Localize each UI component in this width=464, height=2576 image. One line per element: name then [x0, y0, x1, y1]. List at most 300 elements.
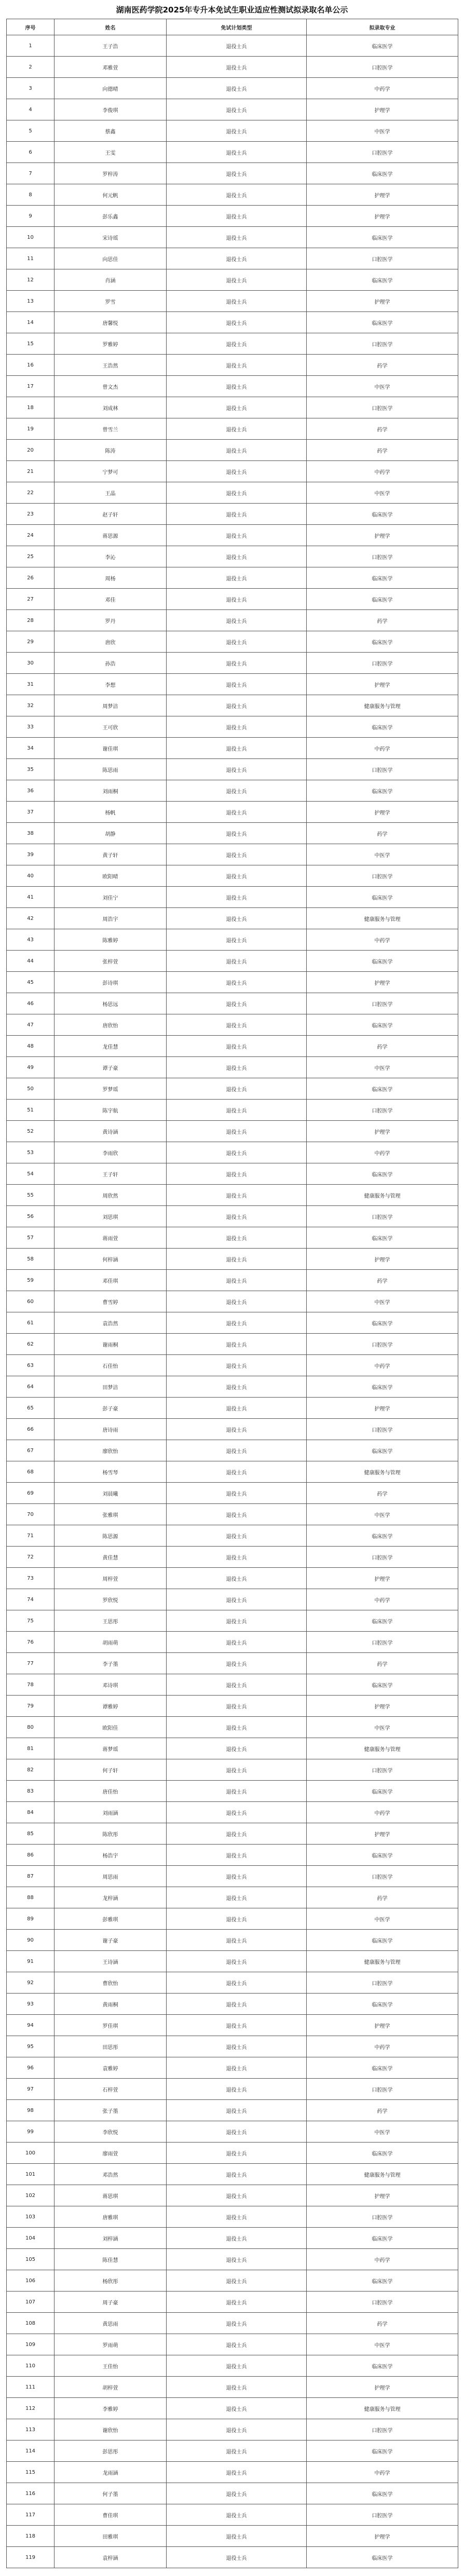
cell-plan-type: 退役士兵 [167, 1057, 307, 1078]
table-row [7, 865, 458, 887]
table-row [7, 972, 458, 993]
cell-serial-number: 60 [7, 1291, 54, 1312]
cell-name: 欧阳佳 [54, 1717, 167, 1738]
cell-name: 蒋梦瑶 [54, 1738, 167, 1759]
cell-name: 周思雨 [54, 1866, 167, 1887]
cell-serial-number: 116 [7, 2483, 54, 2504]
cell-plan-type: 退役士兵 [167, 1972, 307, 1994]
header-name: 姓名 [54, 19, 167, 35]
cell-serial-number: 95 [7, 2036, 54, 2057]
cell-serial-number: 57 [7, 1227, 54, 1249]
cell-plan-type: 退役士兵 [167, 1036, 307, 1057]
cell-serial-number: 5 [7, 120, 54, 142]
cell-name: 袁雅婷 [54, 2057, 167, 2079]
cell-plan-type: 退役士兵 [167, 865, 307, 887]
cell-admitted-major: 护理学 [307, 674, 458, 695]
table-row [7, 1206, 458, 1227]
cell-name: 胡静 [54, 823, 167, 844]
cell-admitted-major: 临床医学 [307, 631, 458, 653]
cell-name: 蔡鑫 [54, 120, 167, 142]
table-row [7, 823, 458, 844]
cell-name: 刘思琪 [54, 1206, 167, 1227]
cell-name: 周梓萱 [54, 1568, 167, 1589]
cell-admitted-major: 中医学 [307, 120, 458, 142]
table-row [7, 1312, 458, 1334]
cell-name: 宋诗瑶 [54, 227, 167, 248]
cell-plan-type: 退役士兵 [167, 2334, 307, 2355]
table-row [7, 631, 458, 653]
cell-plan-type: 退役士兵 [167, 1249, 307, 1270]
cell-name: 邓浩然 [54, 2164, 167, 2185]
cell-admitted-major: 药学 [307, 1270, 458, 1291]
cell-name: 陈思源 [54, 1525, 167, 1547]
table-row [7, 1738, 458, 1759]
cell-name: 曾文杰 [54, 376, 167, 397]
cell-admitted-major: 中医学 [307, 482, 458, 504]
cell-serial-number: 86 [7, 1845, 54, 1866]
cell-admitted-major: 临床医学 [307, 1674, 458, 1696]
cell-name: 胡梓萱 [54, 2377, 167, 2398]
cell-serial-number: 25 [7, 546, 54, 567]
cell-admitted-major: 口腔医学 [307, 993, 458, 1014]
header-admitted-major: 拟录取专业 [307, 19, 458, 35]
cell-serial-number: 65 [7, 1398, 54, 1419]
table-row [7, 1163, 458, 1185]
cell-admitted-major: 中药学 [307, 1142, 458, 1163]
cell-serial-number: 78 [7, 1674, 54, 1696]
cell-serial-number: 85 [7, 1823, 54, 1845]
cell-serial-number: 71 [7, 1525, 54, 1547]
table-row [7, 2185, 458, 2206]
cell-admitted-major: 中医学 [307, 1717, 458, 1738]
cell-admitted-major: 口腔医学 [307, 1759, 458, 1781]
cell-serial-number: 103 [7, 2206, 54, 2228]
table-row [7, 1355, 458, 1376]
table-row [7, 1759, 458, 1781]
cell-serial-number: 117 [7, 2504, 54, 2526]
cell-admitted-major: 中药学 [307, 78, 458, 99]
cell-name: 何子墨 [54, 2483, 167, 2504]
table-row [7, 1994, 458, 2015]
cell-admitted-major: 药学 [307, 355, 458, 376]
table-row [7, 887, 458, 908]
cell-name: 曹欣怡 [54, 1972, 167, 1994]
cell-admitted-major: 中医学 [307, 2121, 458, 2143]
cell-name: 廖欣怡 [54, 1440, 167, 1461]
cell-serial-number: 47 [7, 1014, 54, 1036]
table-row [7, 312, 458, 333]
cell-admitted-major: 药学 [307, 1653, 458, 1674]
cell-plan-type: 退役士兵 [167, 2079, 307, 2100]
table-row [7, 1100, 458, 1121]
cell-plan-type: 退役士兵 [167, 1632, 307, 1653]
table-row [7, 738, 458, 759]
cell-admitted-major: 临床医学 [307, 504, 458, 525]
table-row [7, 1419, 458, 1440]
cell-name: 向德晴 [54, 78, 167, 99]
table-row [7, 78, 458, 99]
cell-admitted-major: 中药学 [307, 929, 458, 951]
cell-name: 刘雨桐 [54, 780, 167, 802]
cell-serial-number: 59 [7, 1270, 54, 1291]
cell-plan-type: 退役士兵 [167, 2547, 307, 2568]
cell-admitted-major: 临床医学 [307, 1227, 458, 1249]
cell-plan-type: 退役士兵 [167, 78, 307, 99]
cell-name: 唐欣怡 [54, 1014, 167, 1036]
cell-name: 彭思彤 [54, 2441, 167, 2462]
cell-plan-type: 退役士兵 [167, 631, 307, 653]
cell-serial-number: 6 [7, 142, 54, 163]
cell-admitted-major: 口腔医学 [307, 653, 458, 674]
table-row [7, 1866, 458, 1887]
cell-plan-type: 退役士兵 [167, 1355, 307, 1376]
table-row [7, 142, 458, 163]
cell-serial-number: 83 [7, 1781, 54, 1802]
cell-serial-number: 36 [7, 780, 54, 802]
cell-admitted-major: 护理学 [307, 1398, 458, 1419]
cell-serial-number: 4 [7, 99, 54, 120]
cell-name: 黄诗涵 [54, 1121, 167, 1142]
cell-plan-type: 退役士兵 [167, 1951, 307, 1972]
cell-plan-type: 退役士兵 [167, 908, 307, 929]
cell-serial-number: 16 [7, 355, 54, 376]
table-row [7, 1078, 458, 1100]
cell-name: 周子豪 [54, 2292, 167, 2313]
table-row [7, 2079, 458, 2100]
table-row [7, 1845, 458, 1866]
cell-plan-type: 退役士兵 [167, 844, 307, 865]
cell-plan-type: 退役士兵 [167, 1270, 307, 1291]
cell-admitted-major: 临床医学 [307, 951, 458, 972]
cell-plan-type: 退役士兵 [167, 1887, 307, 1908]
cell-serial-number: 72 [7, 1547, 54, 1568]
cell-name: 宁梦可 [54, 461, 167, 482]
table-row [7, 2164, 458, 2185]
cell-admitted-major: 口腔医学 [307, 397, 458, 418]
cell-serial-number: 76 [7, 1632, 54, 1653]
cell-plan-type: 退役士兵 [167, 142, 307, 163]
cell-serial-number: 73 [7, 1568, 54, 1589]
cell-serial-number: 42 [7, 908, 54, 929]
table-row [7, 993, 458, 1014]
table-row [7, 1036, 458, 1057]
cell-plan-type: 退役士兵 [167, 1610, 307, 1632]
cell-name: 彭乐鑫 [54, 206, 167, 227]
cell-name: 唐佳怡 [54, 1781, 167, 1802]
cell-serial-number: 84 [7, 1802, 54, 1823]
cell-serial-number: 69 [7, 1483, 54, 1504]
cell-plan-type: 退役士兵 [167, 1568, 307, 1589]
cell-serial-number: 61 [7, 1312, 54, 1334]
cell-admitted-major: 中药学 [307, 1802, 458, 1823]
cell-name: 王佳怡 [54, 2355, 167, 2377]
cell-plan-type: 退役士兵 [167, 2228, 307, 2249]
cell-plan-type: 退役士兵 [167, 1845, 307, 1866]
cell-serial-number: 8 [7, 184, 54, 206]
cell-admitted-major: 临床医学 [307, 2143, 458, 2164]
cell-name: 陈涛 [54, 440, 167, 461]
cell-name: 龙佳慧 [54, 1036, 167, 1057]
cell-admitted-major: 护理学 [307, 2015, 458, 2036]
table-row [7, 1717, 458, 1738]
cell-admitted-major: 临床医学 [307, 1376, 458, 1398]
cell-name: 刘雨涵 [54, 1802, 167, 1823]
table-row [7, 1908, 458, 1930]
cell-plan-type: 退役士兵 [167, 1291, 307, 1312]
table-row [7, 2249, 458, 2270]
table-row [7, 780, 458, 802]
cell-serial-number: 108 [7, 2313, 54, 2334]
table-row [7, 1483, 458, 1504]
cell-name: 陈宇航 [54, 1100, 167, 1121]
cell-admitted-major: 中药学 [307, 1589, 458, 1610]
table-row [7, 2121, 458, 2143]
cell-plan-type: 退役士兵 [167, 1823, 307, 1845]
table-row [7, 99, 458, 120]
header-serial-number: 序号 [7, 19, 54, 35]
cell-name: 曹佳琪 [54, 2504, 167, 2526]
cell-serial-number: 107 [7, 2292, 54, 2313]
cell-name: 罗梦瑶 [54, 1078, 167, 1100]
cell-serial-number: 94 [7, 2015, 54, 2036]
cell-serial-number: 7 [7, 163, 54, 184]
cell-serial-number: 24 [7, 525, 54, 546]
table-row [7, 2441, 458, 2462]
table-row [7, 525, 458, 546]
cell-serial-number: 34 [7, 738, 54, 759]
table-row [7, 1227, 458, 1249]
cell-serial-number: 114 [7, 2441, 54, 2462]
cell-plan-type: 退役士兵 [167, 1589, 307, 1610]
table-row [7, 35, 458, 57]
cell-plan-type: 退役士兵 [167, 1440, 307, 1461]
cell-serial-number: 15 [7, 333, 54, 355]
cell-name: 黄思雨 [54, 2313, 167, 2334]
cell-admitted-major: 临床医学 [307, 1845, 458, 1866]
cell-plan-type: 退役士兵 [167, 1312, 307, 1334]
cell-serial-number: 79 [7, 1696, 54, 1717]
cell-admitted-major: 药学 [307, 418, 458, 440]
cell-serial-number: 40 [7, 865, 54, 887]
cell-plan-type: 退役士兵 [167, 333, 307, 355]
cell-admitted-major: 口腔医学 [307, 248, 458, 269]
cell-plan-type: 退役士兵 [167, 2526, 307, 2547]
cell-admitted-major: 中医学 [307, 1291, 458, 1312]
cell-name: 黄佳慧 [54, 1547, 167, 1568]
cell-admitted-major: 临床医学 [307, 887, 458, 908]
cell-name: 罗雪 [54, 291, 167, 312]
table-row [7, 2100, 458, 2121]
cell-serial-number: 112 [7, 2398, 54, 2419]
cell-plan-type: 退役士兵 [167, 2441, 307, 2462]
cell-admitted-major: 临床医学 [307, 2441, 458, 2462]
cell-name: 刘佳宁 [54, 887, 167, 908]
cell-serial-number: 77 [7, 1653, 54, 1674]
cell-admitted-major: 临床医学 [307, 2270, 458, 2292]
admission-list-table [6, 19, 458, 2568]
cell-plan-type: 退役士兵 [167, 2313, 307, 2334]
cell-name: 罗雅婷 [54, 333, 167, 355]
cell-plan-type: 退役士兵 [167, 929, 307, 951]
cell-name: 欧阳晴 [54, 865, 167, 887]
cell-plan-type: 退役士兵 [167, 1419, 307, 1440]
cell-admitted-major: 药学 [307, 2100, 458, 2121]
cell-serial-number: 102 [7, 2185, 54, 2206]
cell-plan-type: 退役士兵 [167, 1504, 307, 1525]
cell-admitted-major: 口腔医学 [307, 1547, 458, 1568]
cell-admitted-major: 临床医学 [307, 2057, 458, 2079]
table-row [7, 1610, 458, 1632]
table-row [7, 418, 458, 440]
cell-serial-number: 66 [7, 1419, 54, 1440]
table-row [7, 1376, 458, 1398]
table-row [7, 1972, 458, 1994]
table-row [7, 2547, 458, 2568]
cell-plan-type: 退役士兵 [167, 887, 307, 908]
cell-admitted-major: 临床医学 [307, 589, 458, 610]
cell-admitted-major: 中药学 [307, 2249, 458, 2270]
cell-name: 蒋雨萱 [54, 1227, 167, 1249]
cell-serial-number: 89 [7, 1908, 54, 1930]
cell-plan-type: 退役士兵 [167, 972, 307, 993]
table-row [7, 2526, 458, 2547]
cell-serial-number: 26 [7, 567, 54, 589]
cell-name: 邓佳琪 [54, 1270, 167, 1291]
cell-name: 王思彤 [54, 1610, 167, 1632]
cell-plan-type: 退役士兵 [167, 312, 307, 333]
cell-name: 王可欣 [54, 716, 167, 738]
cell-serial-number: 53 [7, 1142, 54, 1163]
cell-admitted-major: 护理学 [307, 1568, 458, 1589]
cell-serial-number: 111 [7, 2377, 54, 2398]
cell-name: 孙浩 [54, 653, 167, 674]
cell-serial-number: 97 [7, 2079, 54, 2100]
cell-admitted-major: 护理学 [307, 1121, 458, 1142]
cell-name: 邓佳 [54, 589, 167, 610]
cell-name: 谢佳琪 [54, 738, 167, 759]
cell-name: 袁梓涵 [54, 2547, 167, 2568]
table-row [7, 482, 458, 504]
cell-name: 王子轩 [54, 1163, 167, 1185]
cell-admitted-major: 口腔医学 [307, 1100, 458, 1121]
table-row [7, 546, 458, 567]
cell-serial-number: 30 [7, 653, 54, 674]
cell-name: 李雨欣 [54, 1142, 167, 1163]
cell-admitted-major: 临床医学 [307, 1163, 458, 1185]
table-row [7, 1632, 458, 1653]
cell-plan-type: 退役士兵 [167, 1759, 307, 1781]
cell-plan-type: 退役士兵 [167, 1547, 307, 1568]
cell-serial-number: 13 [7, 291, 54, 312]
cell-admitted-major: 护理学 [307, 1823, 458, 1845]
cell-name: 杨雪琴 [54, 1461, 167, 1483]
cell-plan-type: 退役士兵 [167, 2100, 307, 2121]
cell-name: 陈雅婷 [54, 929, 167, 951]
cell-plan-type: 退役士兵 [167, 1994, 307, 2015]
table-row [7, 1589, 458, 1610]
cell-plan-type: 退役士兵 [167, 2206, 307, 2228]
cell-admitted-major: 临床医学 [307, 1078, 458, 1100]
table-row [7, 2462, 458, 2483]
cell-plan-type: 退役士兵 [167, 2015, 307, 2036]
cell-serial-number: 44 [7, 951, 54, 972]
table-row [7, 269, 458, 291]
cell-serial-number: 118 [7, 2526, 54, 2547]
table-row [7, 610, 458, 631]
cell-name: 王浩然 [54, 355, 167, 376]
cell-admitted-major: 健康服务与管理 [307, 695, 458, 716]
cell-serial-number: 12 [7, 269, 54, 291]
cell-admitted-major: 药学 [307, 440, 458, 461]
table-row [7, 1142, 458, 1163]
cell-plan-type: 退役士兵 [167, 1483, 307, 1504]
cell-name: 李雅婷 [54, 2398, 167, 2419]
cell-serial-number: 29 [7, 631, 54, 653]
cell-serial-number: 32 [7, 695, 54, 716]
cell-plan-type: 退役士兵 [167, 1014, 307, 1036]
cell-plan-type: 退役士兵 [167, 163, 307, 184]
table-row [7, 2206, 458, 2228]
cell-plan-type: 退役士兵 [167, 482, 307, 504]
cell-serial-number: 10 [7, 227, 54, 248]
cell-plan-type: 退役士兵 [167, 397, 307, 418]
table-row [7, 2483, 458, 2504]
cell-admitted-major: 护理学 [307, 206, 458, 227]
cell-admitted-major: 药学 [307, 1036, 458, 1057]
cell-plan-type: 退役士兵 [167, 291, 307, 312]
cell-plan-type: 退役士兵 [167, 35, 307, 57]
cell-name: 龙梓涵 [54, 1887, 167, 1908]
table-row [7, 1802, 458, 1823]
table-row [7, 2313, 458, 2334]
cell-plan-type: 退役士兵 [167, 99, 307, 120]
cell-serial-number: 119 [7, 2547, 54, 2568]
cell-plan-type: 退役士兵 [167, 2057, 307, 2079]
cell-admitted-major: 口腔医学 [307, 2206, 458, 2228]
cell-admitted-major: 临床医学 [307, 269, 458, 291]
cell-plan-type: 退役士兵 [167, 567, 307, 589]
cell-serial-number: 43 [7, 929, 54, 951]
cell-plan-type: 退役士兵 [167, 1738, 307, 1759]
cell-admitted-major: 临床医学 [307, 780, 458, 802]
cell-serial-number: 20 [7, 440, 54, 461]
cell-serial-number: 19 [7, 418, 54, 440]
table-row [7, 1674, 458, 1696]
cell-name: 李俊琪 [54, 99, 167, 120]
cell-plan-type: 退役士兵 [167, 1376, 307, 1398]
cell-plan-type: 退役士兵 [167, 2355, 307, 2377]
cell-serial-number: 37 [7, 802, 54, 823]
cell-name: 谭雅婷 [54, 1696, 167, 1717]
cell-admitted-major: 健康服务与管理 [307, 1951, 458, 1972]
table-row [7, 716, 458, 738]
cell-name: 何梓涵 [54, 1249, 167, 1270]
cell-plan-type: 退役士兵 [167, 504, 307, 525]
table-row [7, 1291, 458, 1312]
cell-serial-number: 41 [7, 887, 54, 908]
cell-name: 谢雨桐 [54, 1334, 167, 1355]
cell-serial-number: 54 [7, 1163, 54, 1185]
cell-name: 王子浩 [54, 35, 167, 57]
header-plan-type: 免试计划类型 [167, 19, 307, 35]
cell-plan-type: 退役士兵 [167, 716, 307, 738]
table-row [7, 1014, 458, 1036]
table-row [7, 2057, 458, 2079]
cell-plan-type: 退役士兵 [167, 1717, 307, 1738]
table-row [7, 291, 458, 312]
cell-admitted-major: 临床医学 [307, 1525, 458, 1547]
cell-plan-type: 退役士兵 [167, 1781, 307, 1802]
